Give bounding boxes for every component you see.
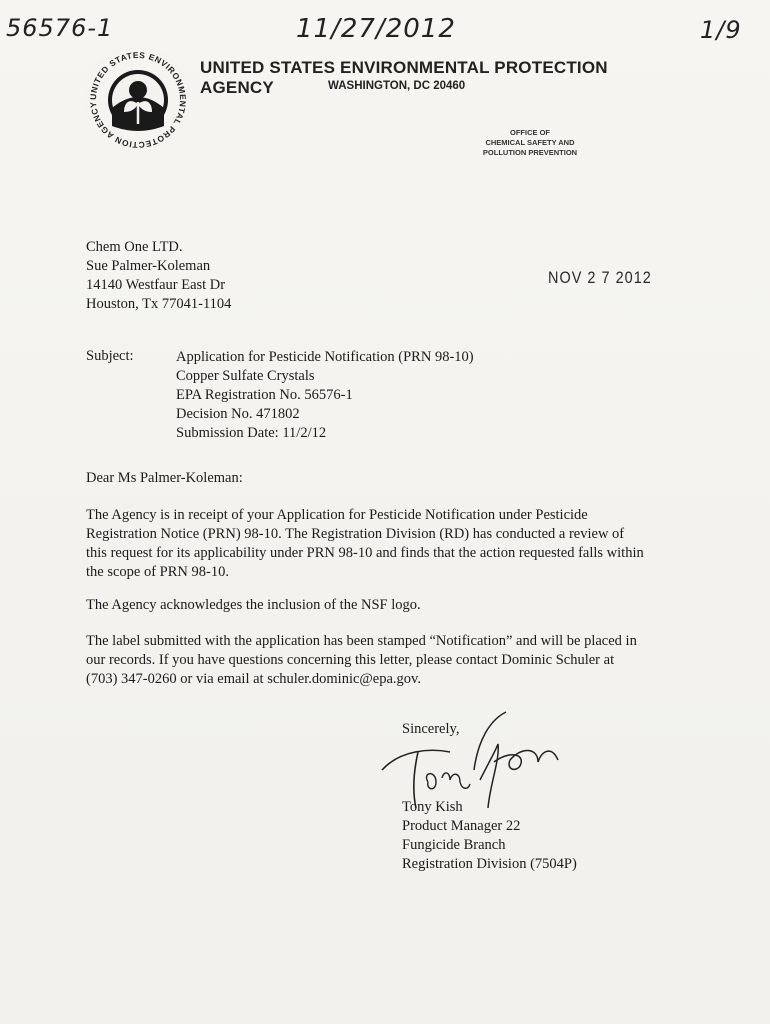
- paragraph-line: the scope of PRN 98-10.: [86, 564, 229, 580]
- subject-line: Copper Sulfate Crystals: [176, 368, 315, 384]
- paragraph-line: (703) 347-0260 or via email at schuler.dominic@epa.gov.: [86, 671, 421, 687]
- salutation: Dear Ms Palmer-Koleman:: [86, 470, 243, 486]
- handwritten-file-number: 56576-1: [6, 14, 114, 42]
- handwritten-page-mark: 1/9: [700, 16, 742, 44]
- paragraph-line: The Agency acknowledges the inclusion of the NSF logo.: [86, 597, 421, 613]
- subject-line: EPA Registration No. 56576-1: [176, 387, 353, 403]
- recipient-city: Houston, Tx 77041-1104: [86, 296, 232, 312]
- paragraph-line: this request for its applicability under PRN 98-10 and finds that the action requested falls within: [86, 545, 644, 561]
- recipient-address: [86, 238, 231, 314]
- paragraph-line: Registration Notice (PRN) 98-10. The Registration Division (RD) has conducted a review of: [86, 526, 625, 542]
- recipient-name: Sue Palmer-Koleman: [86, 258, 211, 274]
- signatory-branch: Fungicide Branch: [402, 837, 506, 853]
- subject-label: Subject:: [86, 348, 134, 364]
- agency-address: WASHINGTON, DC 20460: [328, 80, 466, 92]
- epa-seal-icon: [84, 46, 192, 154]
- paragraph-review: [86, 506, 686, 582]
- paragraph-nsf-logo: [86, 596, 686, 615]
- signatory-name: Tony Kish: [402, 799, 463, 815]
- subject-line: Decision No. 471802: [176, 406, 300, 422]
- handwritten-date: 11/27/2012: [296, 14, 456, 44]
- office-line: POLLUTION PREVENTION: [482, 148, 578, 157]
- closing-sincerely: Sincerely,: [402, 721, 460, 737]
- recipient-street: 14140 Westfaur East Dr: [86, 277, 226, 293]
- paragraph-contact: [86, 632, 686, 689]
- office-name: [450, 128, 610, 158]
- office-line: OFFICE OF: [510, 128, 550, 137]
- paragraph-line: The label submitted with the application has been stamped “Notification” and will be placed in: [86, 633, 637, 649]
- recipient-company: Chem One LTD.: [86, 239, 183, 255]
- subject-line: Application for Pesticide Notification (PRN 98-10): [176, 349, 474, 365]
- signatory-division: Registration Division (7504P): [402, 856, 577, 872]
- signatory-title: Product Manager 22: [402, 818, 521, 834]
- subject-lines: [176, 348, 474, 443]
- subject-line: Submission Date: 11/2/12: [176, 425, 327, 441]
- paragraph-line: The Agency is in receipt of your Application for Pesticide Notification under Pesticide: [86, 507, 588, 523]
- svg-text:UNITED STATES ENVIRONMENTAL PR: UNITED STATES ENVIRONMENTAL PROTECTION AGENCY: [87, 49, 189, 151]
- office-line: CHEMICAL SAFETY AND: [485, 138, 575, 147]
- agency-name: UNITED STATES ENVIRONMENTAL PROTECTION AGENCY: [200, 58, 608, 97]
- signatory-block: [402, 798, 577, 874]
- paragraph-line: our records. If you have questions concerning this letter, please contact Dominic Schuler at: [86, 652, 615, 668]
- date-stamp: NOV 2 7 2012: [548, 268, 652, 287]
